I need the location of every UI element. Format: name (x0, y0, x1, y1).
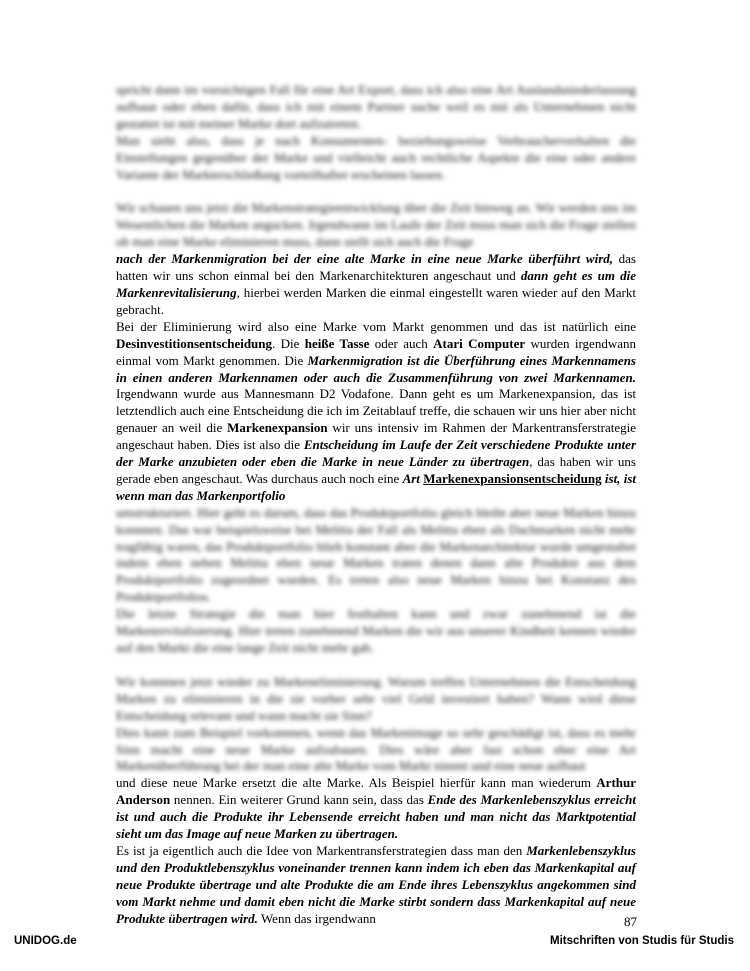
paragraph: spricht dann im vorsichtigen Fall für eine Art Export, dass ich also eine Art Auslandsniederlassung aufbaue oder eben dafür, dass ich mit einem Partner suche weil es mit als Unternehmen nicht gestattet ist mit meiner Marke dort aufzutreten. (116, 82, 636, 131)
emphasis: nach der Markenmigration bei der eine alte Marke in eine neue Marke überführt wird, (116, 251, 613, 267)
paragraph: Man sieht also, dass je nach Konsumenten- beziehungsweise Verbraucherverhalten die Einstellungen gegenüber der Marke und vielleicht auch rechtliche Aspekte die eine oder andere Variante der Markterschließung vorteilhafter erscheinen lassen. (116, 132, 636, 182)
paragraph: Dies kann zum Beispiel vorkommen, wenn das Markenimage so sehr geschädigt ist, dass es mehr Sinn macht eine neue Marke aufzubauen. Dies wäre aber fast schon eher eine Art Markenüberführung bei der man eine alte Marke vom Markt nimmt und eine neue aufbaut (116, 724, 636, 774)
text-run: Es ist ja eigentlich auch die Idee von Markentransferstrategien dass man den (116, 842, 527, 858)
paragraph-elimination (116, 319, 636, 505)
emphasis: Markenmigration ist die Überführung eines Markennamens in einen anderen Markennamen oder auch die Zusammenführung von zwei Markennamen. (116, 352, 636, 385)
bold-term: heiße Tasse (304, 335, 370, 351)
bold-term: Atari Computer (433, 335, 526, 351)
emphasis: ist, ist wenn man das Markenportfolio (116, 470, 636, 503)
footer-tagline: Mitschriften von Studis für Studis (549, 935, 734, 947)
paragraph-migration (116, 251, 636, 319)
text-run: oder auch (369, 335, 434, 351)
paragraph: umstrukturiert. Hier geht es darum, dass das Produktportfolio gleich bleibt aber neue Marken hinzu kommen. Das war beispielsweise bei Melitta der Fall als Melitta eben als Dachmarken nicht mehr tragfähig waren, das Produktportfolio blieb konstant aber die Markenarchitektur wurde umgestaltet indem eben neben Melitta eben neue Marken traten denen dann alte Produkte aus dem Produktportfolio zugeordnet wurden. Es treten also neue Marken hinzu bei Konstanz des Produktportfolios. (116, 504, 636, 605)
bold-term: Arthur Anderson (116, 775, 636, 808)
underlined-term: Markenexpansionsentscheidung (423, 470, 602, 486)
paragraph: Die letzte Strategie die man hier festhalten kann und zwar zunehmend ist die Markenrevitalisierung. Hier treten zunehmend Marken die wir aus unserer Kindheit kennen wieder auf den Markt die eine lange Zeit nicht mehr gab. (116, 606, 636, 655)
text-run: und diese neue Marke ersetzt die alte Marke. Als Beispiel hierfür kann man wiederum (116, 775, 597, 791)
text-run: . Die (272, 335, 305, 351)
emphasis: Ende des Markenlebenszyklus erreicht ist und auch die Produkte ihr Lebensende erreicht haben und man nicht das Marktpotential sieht um das Image auf neue Marken zu übertragen. (116, 792, 636, 842)
text-run: Wenn das irgendwann (257, 910, 376, 926)
paragraph-reasons (116, 775, 636, 843)
emphasis: Markenlebenszyklus und den Produktlebenszyklus voneinander trennen kann indem ich eben das Markenkapital auf neue Produkte übertrage und alte Produkte die am Ende ihres Lebenszyklus angekommen sind vom Markt nehme und damit eben nicht die Marke stirbt sondern dass Markenkapital auf neue Produkte übertragen wird. (116, 842, 636, 926)
text-run: wurden irgendwann einmal vom Markt genommen. Die (116, 335, 636, 368)
paragraph-lifecycle (116, 843, 636, 928)
text-run: Bei der Eliminierung wird also eine Marke vom Markt genommen und das ist natürlich eine (116, 318, 636, 334)
blurred-top-section (116, 82, 636, 251)
text-run: das hatten wir uns schon einmal bei den Markenarchitekturen angeschaut und (116, 251, 636, 284)
bold-term: Desinvestitionsentscheidung (116, 335, 273, 351)
text-run: wir uns intensiv im Rahmen der Markentransferstrategie angeschaut haben. Dies ist also die (116, 420, 636, 453)
body-text (116, 82, 636, 928)
text-run: Irgendwann wurde aus Mannesmann D2 Vodafone. Dann geht es um Markenexpansion, das ist letztendlich auch eine Entscheidung die ich im Zeitablauf treffe, die schauen wir uns hier aber nicht genauer an weil die (116, 386, 636, 436)
footer-brand: UNIDOG.de (14, 935, 77, 947)
paragraph: Wir kommen jetzt wieder zu Markeneliminierung. Warum treffen Unternehmen die Entscheidung Marken zu eliminieren in die sie vorher sehr viel Geld investiert haben? Wann wird diese Entscheidung relevant und wann macht sie Sinn? (116, 673, 636, 723)
emphasis: dann geht es um die Markenrevitalisierung (116, 268, 637, 300)
bold-term: Markenexpansion (227, 420, 328, 436)
text-run: , das haben wir uns gerade eben angeschaut. Was durchaus auch noch eine (116, 454, 636, 486)
page-number: 87 (624, 914, 637, 929)
blurred-middle-section (116, 505, 636, 776)
text-run: , hierbei werden Marken die einmal eingestellt waren wieder auf den Markt gebracht. (116, 284, 636, 317)
text-run: nennen. Ein weiterer Grund kann sein, dass das (170, 792, 428, 808)
emphasis: Entscheidung im Laufe der Zeit verschiedene Produkte unter der Marke anzubieten oder eben die Marke in neue Länder zu übertragen (116, 437, 636, 470)
emphasis: Art (402, 470, 424, 486)
paragraph: Wir schauen uns jetzt die Markenstrategieentwicklung über die Zeit hinweg an. Wir werden uns im Wesentlichen die Marken angucken. Irgendwann im Laufe der Zeit muss man sich die Frage stellen ob man eine Marke eliminieren muss, dann stellt sich auch die Frage (116, 200, 636, 250)
